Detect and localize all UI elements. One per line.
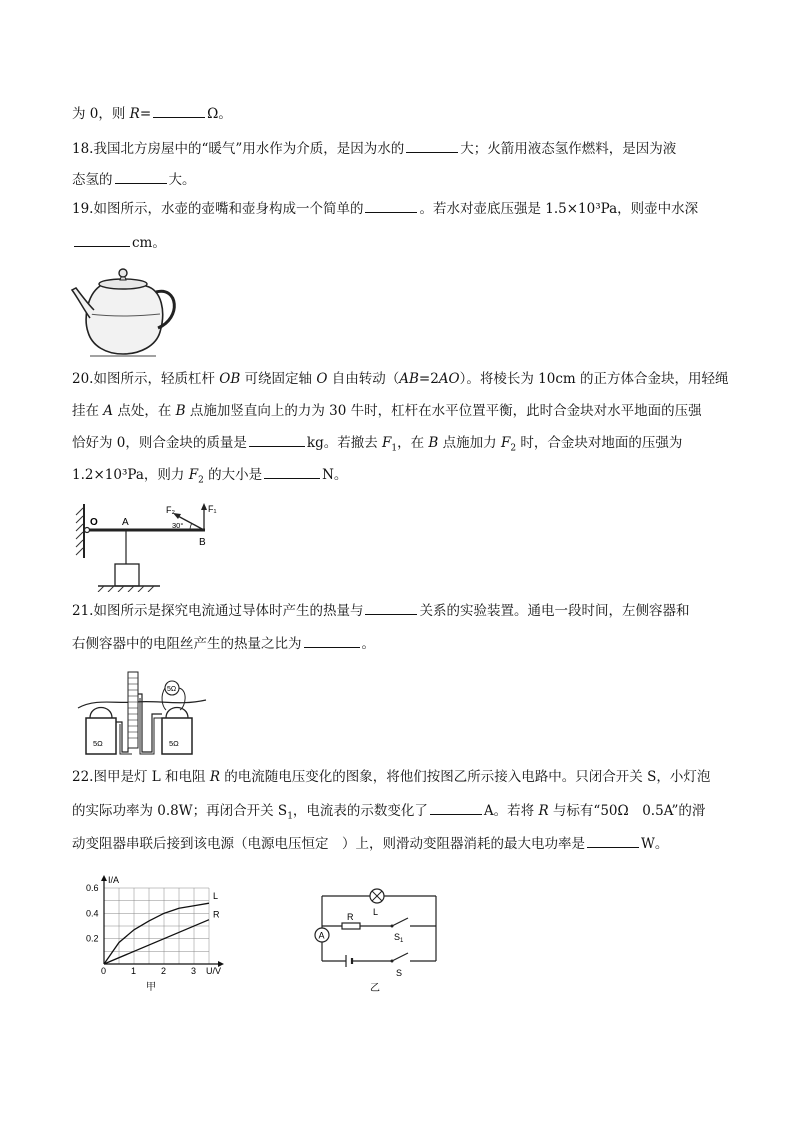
series-label-R: R [213, 909, 220, 920]
right-resistor-label: 5Ω [169, 739, 179, 748]
q22-line3: 动变阻器串联后接到该电源（电源电压恒定 ）上，则滑动变阻器消耗的最大电功率是 W。 [72, 836, 669, 852]
point-o-label: O [90, 517, 98, 528]
series-label-L: L [213, 891, 219, 902]
point-b-label: B [199, 537, 206, 548]
iv-chart [84, 874, 230, 994]
lamp-label: L [373, 907, 379, 917]
teapot-figure [70, 262, 182, 360]
resistor-label: R [347, 912, 354, 922]
q19-line2: cm。 [72, 233, 166, 252]
q17-tail: 为 0，则 R= Ω。 [72, 106, 232, 122]
answer-blank[interactable] [365, 601, 417, 615]
top-resistor-label: 5Ω [167, 686, 177, 693]
series-line-L [104, 903, 209, 964]
heat-apparatus-figure [76, 664, 208, 759]
circuit-caption: 乙 [370, 983, 380, 994]
switch1-label: $S_1$ [394, 932, 404, 944]
answer-blank[interactable] [74, 233, 130, 247]
y-tick-label: 0.6 [86, 883, 99, 893]
x-tick-label: 3 [191, 966, 197, 976]
angle-label: 30° [172, 521, 184, 530]
q20-line1: 20.如图所示，轻质杠杆 OB 可绕固定轴 O 自由转动（AB=2AO）。将棱长为 10cm 的正方体合金块，用轻绳 [72, 371, 729, 387]
ammeter-label: A [318, 930, 325, 941]
q21-line1: 21.如图所示是探究电流通过导体时产生的热量与 关系的实验装置。通电一段时间，左侧容器和 [72, 603, 690, 619]
switch-label: S [396, 968, 403, 978]
q18-line1: 18.我国北方房屋中的“暖气”用水作为介质，是因为水的 大；火箭用液态氢作燃料，是因为液 [72, 141, 677, 157]
answer-blank[interactable] [365, 199, 417, 213]
x-tick-label: 2 [161, 966, 167, 976]
chart-ticks [86, 883, 196, 976]
left-resistor-label: 5Ω [93, 739, 103, 748]
answer-blank[interactable] [264, 465, 320, 479]
answer-blank[interactable] [115, 170, 167, 184]
x-tick-label: 0 [101, 966, 107, 976]
q20-line2: 挂在 A 点处，在 B 点施加竖直向上的力为 30 牛时，杠杆在水平位置平衡，此时合金块对水平地面的压强 [72, 403, 702, 419]
q22-line1: 22.图甲是灯 L 和电阻 R 的电流随电压变化的图象，将他们按图乙所示接入电路中。只闭合开关 S，小灯泡 [72, 769, 711, 785]
answer-blank[interactable] [406, 139, 458, 153]
answer-blank[interactable] [304, 634, 360, 648]
q18-line2: 态氢的 大。 [72, 172, 196, 188]
lever-figure [70, 500, 230, 592]
answer-blank[interactable] [249, 433, 305, 447]
answer-blank[interactable] [587, 834, 639, 848]
q19-line1: 19.如图所示，水壶的壶嘴和壶身构成一个简单的 。若水对壶底压强是 1.5×10³Pa，则壶中水深 [72, 201, 699, 217]
circuit-diagram [304, 876, 444, 994]
answer-blank[interactable] [153, 104, 205, 118]
q20-line3: 恰好为 0，则合金块的质量是 kg。若撤去 $F_1$，在 B 点施加力 $F_2$ 时，合金块对地面的压强为 [72, 435, 683, 454]
force-f1-label: F₁ [208, 504, 217, 514]
chart-ylabel: I/A [108, 875, 120, 885]
q21-line2: 右侧容器中的电阻丝产生的热量之比为 。 [72, 636, 375, 652]
answer-blank[interactable] [430, 801, 482, 815]
q20-line4: 1.2×10³Pa，则力 $F_2$ 的大小是 N。 [72, 467, 348, 486]
q22-line2: 的实际功率为 0.8W；再闭合开关 $S_1$，电流表的示数变化了 A。若将 R 与标有“50Ω 0.5A”的滑 [72, 803, 706, 822]
point-a-label: A [122, 517, 129, 528]
force-f2-label: F₂ [166, 505, 175, 515]
resistor-symbol [342, 923, 360, 929]
x-tick-label: 1 [131, 966, 137, 976]
y-axis-arrow [101, 875, 107, 881]
y-tick-label: 0.4 [86, 908, 99, 919]
y-tick-label: 0.2 [86, 933, 99, 944]
chart-title: 甲 [146, 982, 156, 993]
chart-xlabel: U/V [206, 966, 222, 976]
chart-series [104, 891, 220, 964]
